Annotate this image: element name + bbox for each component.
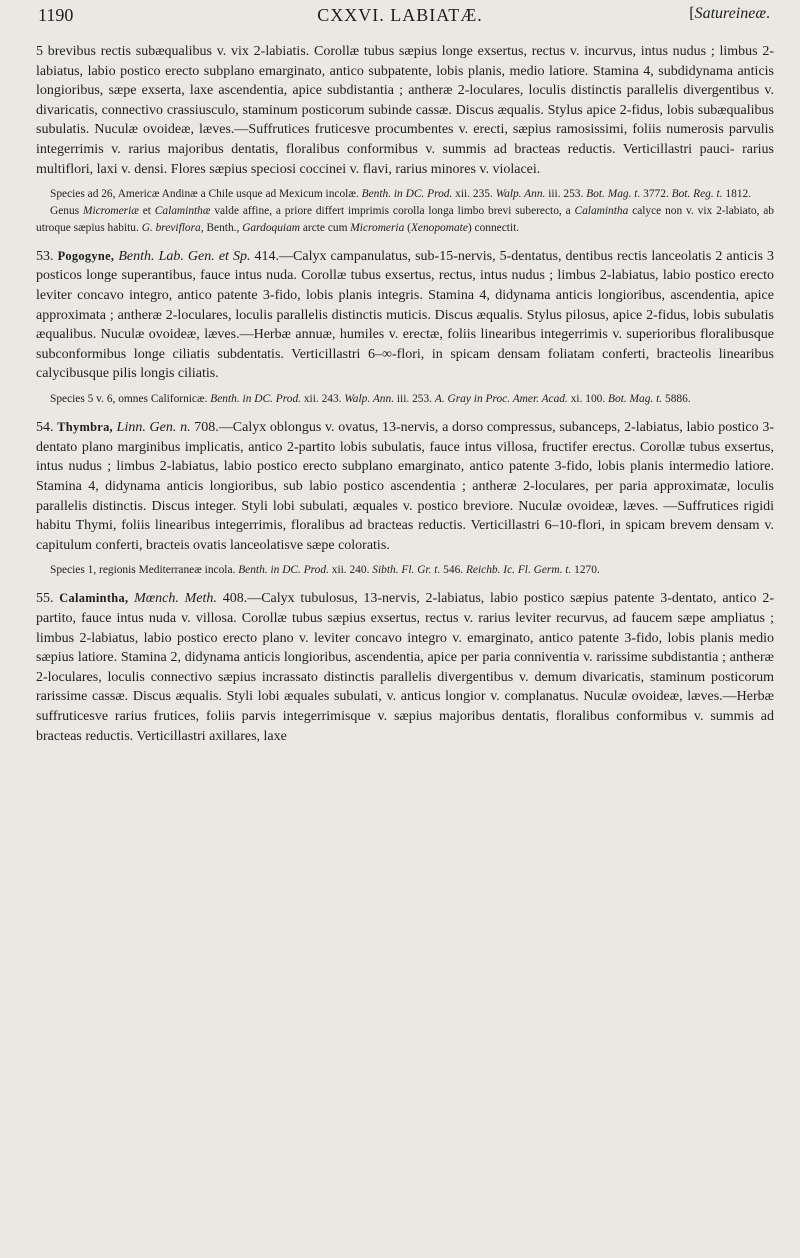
genus-entry-calamintha: [36, 589, 774, 746]
genus-entry-pogogyne: [36, 247, 774, 407]
page-content: [36, 42, 774, 746]
page-header: [30, 5, 770, 29]
genus-name: Thymbra,: [57, 420, 113, 435]
species-note: Species 1, regionis Mediterraneæ incola. Benth. in DC. Prod. xii. 240. Sibth. Fl. Gr. t. 546. Reichb. Ic. Fl. Germ. t. 1270.: [50, 564, 600, 577]
genus-name: Calamintha,: [59, 591, 129, 606]
species-note: Species ad 26, Americæ Andinæ a Chile usque ad Mexicum incolæ. Benth. in DC. Prod. xii. 235. Walp. Ann. iii. 253. Bot. Mag. t. 3772. Bot. Reg. t. 1812.: [50, 188, 752, 201]
genus-name: Pogogyne,: [57, 248, 115, 263]
page-number: 1190: [38, 5, 74, 25]
genus-description: 53. Pogogyne, Benth. Lab. Gen. et Sp. 414.—Calyx campanulatus, sub-15-nervis, 5-dentatus, dentibus rectis lanceolatis 2 anticis 3 posticos longe superantibus, fauce intus nuda. Corollæ tubus exsertus, rectus, intus nudus ; limbus 2-labiatus, labio postico erecto leviter concavo integro, antico patente 3-fido, lobis planis integris. Stamina 4, didynama anticis longioribus, ascendentia, apice approximata ; antheræ 2-loculares, loculis parallelis distinctis muticis. Discus æqualis. Stylus pilosus, apice 2-fidus, lobis subulatis æqualibus. Nuculæ ovoideæ, læves.—Herbæ annuæ, humiles v. erectæ, foliis linearibus integerrimis v. superioribus floralibusque subconformibus longe ciliatis subdentatis. Verticillastri 6–∞-flori, in spicam densam foliatam conferti, bracteolis linearibus calycibusque pilis longis ciliatis.: [36, 248, 774, 382]
genus-entry-thymbra: [36, 418, 774, 578]
tribe-heading: [Satureineæ.: [689, 5, 770, 22]
genus-description: 54. Thymbra, Linn. Gen. n. 708.—Calyx oblongus v. ovatus, 13-nervis, a dorso compressus, subanceps, 2-labiatus, labio postico 3-dentato plano marginibus implicatis, antico 2-partito lobis subulatis, fauce intus villosa, fructifer erectus. Corollæ tubus exsertus, intus nudus ; limbus 2-labiatus, labio postico erecto subplano emarginato, antico patente 3-fido, lobis planis intermedio latiore. Stamina 4, didynama anticis longioribus, sub labio postico ascendentia ; antheræ 2-loculares, per paria approximatæ, loculis parallelis distinctis. Discus integer. Styli lobi subulati, æquales v. postico breviore. Nuculæ ovoideæ, læves. —Suffrutices rigidi habitu Thymi, foliis linearibus integerrimis, floralibus ad bracteas reductis. Verticillastri 6–10-flori, in spicam brevem densam v. capitulum conferti, bracteis ovatis lanceolatisve sæpe coloratis.: [36, 420, 774, 553]
species-note: Species 5 v. 6, omnes Californicæ. Benth. in DC. Prod. xii. 243. Walp. Ann. iii. 253. A. Gray in Proc. Amer. Acad. xi. 100. Bot. Mag. t. 5886.: [50, 392, 691, 405]
running-title: CXXVI. LABIATÆ.: [317, 5, 483, 25]
genus-description: 55. Calamintha, Mœnch. Meth. 408.—Calyx tubulosus, 13-nervis, 2-labiatus, labio postico sæpius patente 3-dentato, antico 2-partito, fauce intus nuda v. villosa. Corollæ tubus sæpius exsertus, rectus v. rarius leviter recurvus, ad faucem sæpe ampliatus ; limbus 2-labiatus, labio postico erecto plano v. leviter concavo integro v. emarginato, antico patente 3-fido, lobis planis medio sæpius latiore. Stamina 2, didynama anticis longioribus, ascendentia, apice per paria conniventia v. rarissime subdistantia ; antheræ 2-loculares, loculis connectivo sæpius incrassato distinctis parallelis divergentibus v. demum divaricatis, staminum posticorum rarissime cassæ. Discus æqualis. Styli lobi æquales subulati, v. anticus longior v. complanatus. Nuculæ ovoideæ, læves.—Herbæ suffruticesve rarius frutices, foliis parvis integerrimisque v. sæpius majoribus dentatis, floralibus conformibus v. summis ad bracteas reductis. Verticillastri axillares, laxe: [36, 591, 775, 744]
genus-description-continued: 5 brevibus rectis subæqualibus v. vix 2-labiatis. Corollæ tubus sæpius longe exsertus, rectus v. incurvus, intus nudus ; limbus 2-labiatus, labio postico erecto subplano emarginato, antico subpatente, lobis planis, medio latiore. Stamina 4, subdidynama anticis longioribus, sæpe exserta, laxe ascendentia, apice subdistantia ; antheræ 2-loculares, loculis distinctis parallelis divergentibus v. divaricatis, connectivo crassiusculo, staminum posticorum subinde cassæ. Discus æqualis. Stylus apice 2-fidus, lobis subæqualibus subulatis. Nuculæ ovoideæ, læves.—Suffrutices fruticesve procumbentes v. erecti, sæpius ramosissimi, foliis numerosis parvulis integerrimis v. rarius majoribus dentatis, floralibus conformibus v. summis ad bracteas reductis. Verticillastri pauci- rarius multiflori, laxi v. densi. Flores sæpius speciosi coccinei v. flavi, rarius minores v. violacei.: [36, 44, 774, 177]
genus-affinity-note: Genus Micromeriæ et Calaminthæ valde affine, a priore differt imprimis corolla longa limbo brevi suberecto, a Calamintha calyce non v. vix 2-labiato, ab utroque sæpius habitu. G. breviflora, Benth., Gardoquiam arcte cum Micromeria (Xenopomate) connectit.: [36, 205, 775, 234]
